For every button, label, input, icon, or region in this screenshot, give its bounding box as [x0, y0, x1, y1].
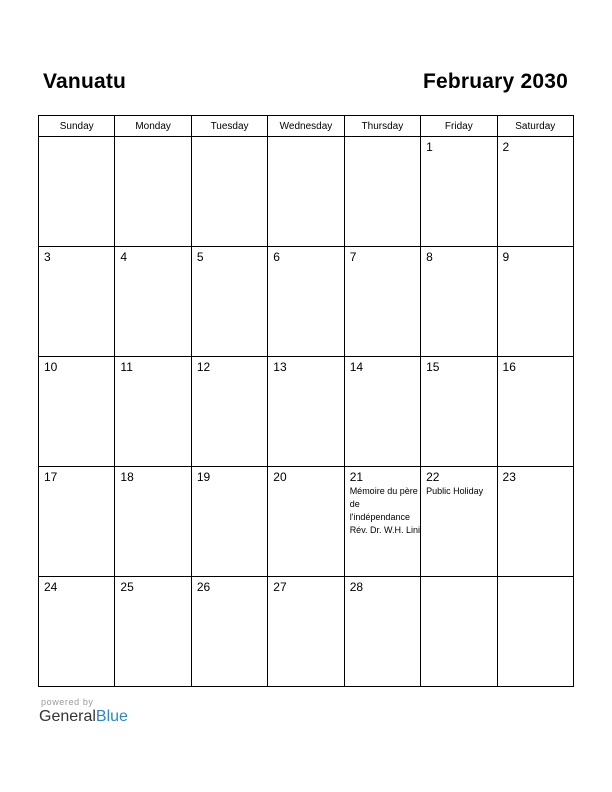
weekday-tuesday: Tuesday	[191, 116, 267, 137]
empty-day-cell	[191, 137, 267, 247]
day-number: 23	[502, 470, 516, 484]
generalblue-logo[interactable]	[39, 708, 128, 726]
day-cell	[191, 577, 267, 687]
week-row	[39, 467, 574, 577]
day-cell	[39, 467, 115, 577]
holiday-event: Mémoire du père de l'indépendance Rév. Dr. W.H. Lini	[349, 486, 421, 535]
day-cell	[115, 577, 191, 687]
weekday-monday: Monday	[115, 116, 191, 137]
day-cell	[421, 357, 497, 467]
day-cell	[497, 247, 573, 357]
weekday-friday: Friday	[421, 116, 497, 137]
day-number: 2	[502, 140, 510, 154]
day-number: 21	[349, 470, 364, 484]
day-number: 12	[196, 360, 211, 374]
week-row	[39, 357, 574, 467]
powered-by-label: powered by	[41, 697, 94, 707]
day-number: 18	[120, 470, 134, 484]
day-number: 16	[502, 360, 516, 374]
weekday-saturday: Saturday	[497, 116, 573, 137]
day-number: 10	[44, 360, 58, 374]
day-cell	[191, 247, 267, 357]
day-cell	[115, 467, 191, 577]
day-number: 13	[273, 360, 287, 374]
day-number: 15	[426, 360, 440, 374]
day-number: 7	[349, 250, 357, 264]
day-number: 20	[273, 470, 287, 484]
day-number: 24	[44, 580, 58, 594]
week-row	[39, 137, 574, 247]
day-number: 3	[44, 250, 51, 264]
day-cell	[421, 137, 497, 247]
day-cell	[497, 467, 573, 577]
day-cell	[268, 247, 344, 357]
day-number: 22	[426, 470, 440, 484]
empty-day-cell	[39, 137, 115, 247]
week-row	[39, 247, 574, 357]
day-cell	[268, 577, 344, 687]
country-title: Vanuatu	[43, 70, 127, 93]
weekday-sunday: Sunday	[39, 116, 115, 137]
day-number: 25	[120, 580, 134, 594]
day-cell	[39, 357, 115, 467]
week-row	[39, 577, 574, 687]
day-number: 27	[273, 580, 287, 594]
day-number: 19	[196, 470, 211, 484]
empty-day-cell	[268, 137, 344, 247]
day-number: 28	[349, 580, 364, 594]
day-cell	[497, 357, 573, 467]
day-cell	[115, 357, 191, 467]
day-cell	[344, 467, 420, 577]
empty-day-cell	[421, 577, 497, 687]
calendar-grid	[38, 115, 574, 687]
day-cell	[115, 247, 191, 357]
brand-general-text: General	[39, 708, 96, 725]
day-number: 17	[44, 470, 58, 484]
day-cell	[39, 247, 115, 357]
day-cell	[421, 467, 497, 577]
month-year-title: February 2030	[422, 70, 568, 93]
empty-day-cell	[115, 137, 191, 247]
day-cell	[191, 357, 267, 467]
day-cell	[344, 357, 420, 467]
empty-day-cell	[497, 577, 573, 687]
day-number: 5	[196, 250, 204, 264]
day-number: 9	[502, 250, 510, 264]
day-number: 14	[349, 360, 364, 374]
day-cell	[191, 467, 267, 577]
day-cell	[268, 467, 344, 577]
empty-day-cell	[344, 137, 420, 247]
holiday-event: Public Holiday	[426, 486, 484, 496]
day-number: 4	[120, 250, 128, 264]
day-cell	[421, 247, 497, 357]
weekday-wednesday: Wednesday	[268, 116, 344, 137]
day-cell	[344, 577, 420, 687]
day-cell	[39, 577, 115, 687]
day-number: 26	[196, 580, 211, 594]
day-cell	[268, 357, 344, 467]
weekday-header-row	[39, 116, 574, 137]
day-number: 6	[273, 250, 280, 264]
day-cell	[497, 137, 573, 247]
day-cell	[344, 247, 420, 357]
brand-blue-text: Blue	[95, 708, 128, 725]
calendar-body	[39, 137, 574, 687]
weekday-thursday: Thursday	[344, 116, 420, 137]
day-number: 1	[426, 140, 433, 154]
day-number: 8	[426, 250, 433, 264]
day-number: 11	[120, 360, 133, 374]
